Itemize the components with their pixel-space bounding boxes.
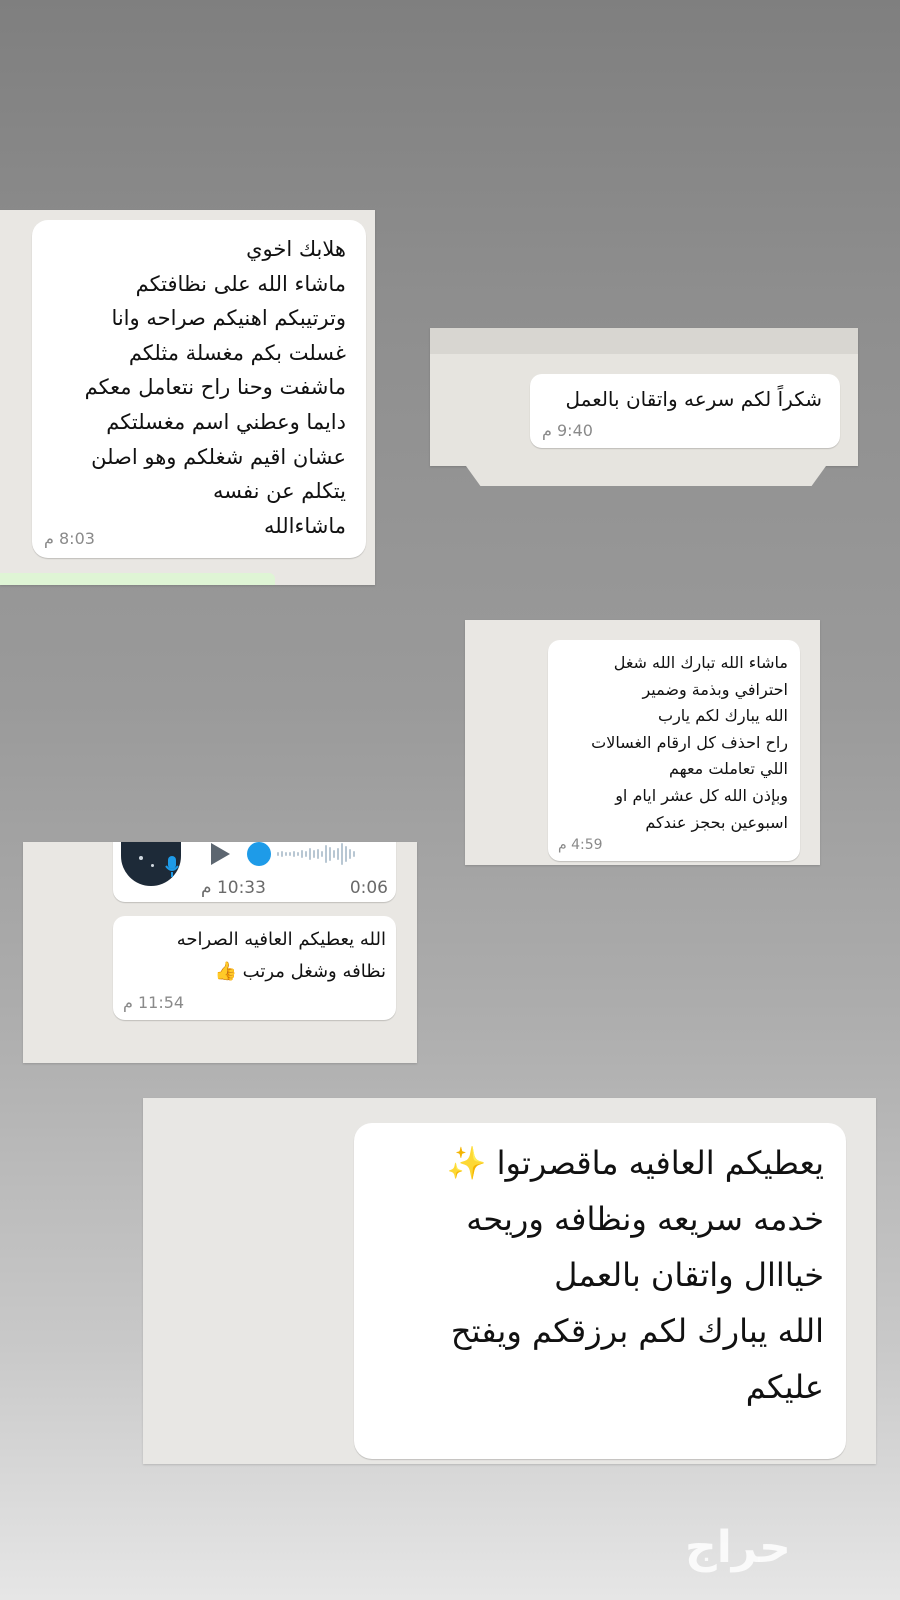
- message-text: يعطيكم العافيه ماقصرتوا ✨ خدمه سريعه ونظافه وريحه خيااال واتقان بالعمل الله يبارك لكم برزقكم ويفتح عليكم: [446, 1144, 824, 1406]
- screenshot-card-1: [0, 210, 375, 585]
- message-bubble[interactable]: [548, 640, 800, 861]
- message-text: شكراً لكم سرعه واتقان بالعمل: [565, 387, 822, 411]
- message-time: 9:40 م: [542, 421, 593, 440]
- microphone-icon: [169, 856, 179, 872]
- screenshot-card-3: [465, 620, 820, 865]
- playback-dot[interactable]: [247, 842, 271, 866]
- message-time: 11:54 م: [123, 993, 185, 1012]
- message-bubble[interactable]: [530, 374, 840, 448]
- screenshot-card-2: [430, 328, 858, 466]
- voice-message-bubble[interactable]: [113, 842, 396, 902]
- message-text: الله يعطيكم العافيه الصراحه نظافه وشغل مرتب 👍: [176, 929, 386, 982]
- voice-waveform: [277, 842, 355, 866]
- card-top-strip: [430, 328, 858, 354]
- message-text: ماشاء الله تبارك الله شغل احترافي وبذمة وضمير الله يبارك لكم يارب راح احذف كل ارقام الغسالات اللي تعاملت معهم وبإذن الله كل عشر ايام او اسبوعين بحجز عندكم: [591, 653, 788, 832]
- haraj-watermark: حراج: [685, 1522, 791, 1573]
- message-text: هلابك اخوي ماشاء الله على نظافتكم وترتيبكم اهنيكم صراحه وانا غسلت بكم مغسلة مثلكم ماشفت وحنا راح نتعامل معكم دايما وعطني اسم مغسلتكم عشان اقيم شغلكم وهو اصلن يتكلم عن نفسه ماشاءالله: [84, 237, 346, 538]
- card-bottom-lip: [466, 466, 826, 486]
- strip-decoration: [0, 573, 275, 585]
- voice-duration: 0:06: [349, 878, 388, 898]
- voice-time: 10:33 م: [201, 878, 266, 898]
- message-bubble[interactable]: [32, 220, 366, 558]
- screenshot-card-4: [23, 842, 417, 1063]
- play-icon[interactable]: [209, 842, 231, 870]
- message-bubble[interactable]: [113, 916, 396, 1020]
- message-time: 4:59 م: [558, 837, 603, 853]
- screenshot-card-5: [143, 1098, 876, 1464]
- message-bubble[interactable]: [354, 1123, 846, 1459]
- message-time: 8:03 م: [44, 529, 95, 548]
